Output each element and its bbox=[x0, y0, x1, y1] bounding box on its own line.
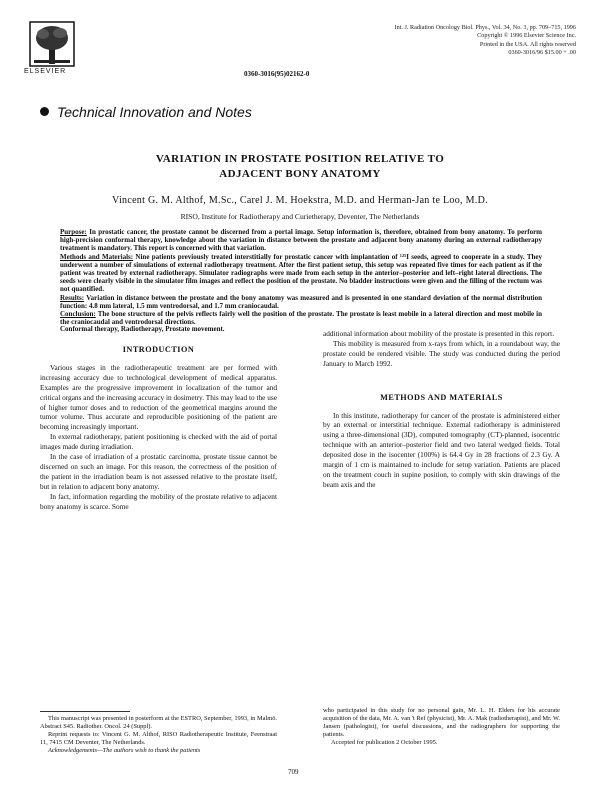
footnotes-left bbox=[40, 715, 277, 755]
section-label-text: Technical Innovation and Notes bbox=[57, 104, 252, 120]
footnote: Acknowledgements—The authors wish to thank the patients bbox=[48, 747, 201, 754]
results-label: Results: bbox=[60, 293, 85, 302]
purpose-text: In prostatic cancer, the prostate cannot be discerned from a portal image. Setup information is, therefore, obtained from bony anatomy. To perform high-precision conformal therapy, knowledge about the variation in distance between the prostate and adjacent bony anatomy during an external radiotherapy treatment is mandatory. This report is concerned with that variation. bbox=[60, 228, 543, 253]
journal-line: Printed in the USA. All rights reserved bbox=[479, 40, 576, 48]
methods-text: Nine patients previously treated interstitially for prostatic cancer with implantation of ¹²⁵I seeds, agreed to cooperate in a study. They underwent a number of simulations of external radiotherapy treatment. After the first patient setup, this setup was repeated five times for each patient as if the patient was treated by external radiotherapy. Simulator radiographs were made from each setup in the anterior–posterior and left–right lateral directions. The seeds were clearly visible in the simulator film images and reflect the position of the prostate. No bladder instructions were given and the filling of the rectum was not quantified. bbox=[60, 252, 542, 294]
paragraph: additional information about mobility of the prostate is presented in this report. bbox=[323, 329, 555, 338]
introduction-heading: INTRODUCTION bbox=[122, 345, 195, 354]
elsevier-logo bbox=[28, 20, 76, 68]
abstract bbox=[60, 228, 542, 326]
results-text: Variation in distance between the prostate and the bony anatomy was measured and is presented in one standard deviation of the normal distribution function: 4.8 mm lateral, 1.5 mm ventrodorsal, and 1.7 mm craniocaudal. bbox=[60, 293, 543, 310]
keywords: Conformal therapy, Radiotherapy, Prostate movement. bbox=[60, 325, 225, 333]
bullet-icon bbox=[40, 107, 49, 116]
article-code: 0360-3016(95)02162-0 bbox=[244, 70, 310, 78]
footnote: This manuscript was presented in posterform at the ESTRO, September, 1993, in Malmö. Abstract S45. Radiother. Oncol. 24 (Suppl). bbox=[40, 715, 277, 730]
authors: Vincent G. M. Althof, M.Sc., Carel J. M. Hoekstra, M.D. and Herman-Jan te Loo, M.D. bbox=[112, 195, 488, 206]
publisher-name: ELSEVIER bbox=[24, 68, 67, 75]
abstract-purpose bbox=[60, 228, 542, 253]
abstract-conclusion bbox=[60, 310, 542, 326]
page-number: 709 bbox=[288, 768, 299, 776]
conclusion-label: Conclusion: bbox=[60, 310, 96, 319]
journal-citation bbox=[336, 24, 576, 58]
journal-line: 0360-3016/96 $15.00 + .00 bbox=[508, 49, 576, 57]
paragraph: In this institute, radiotherapy for cancer of the prostate is administered either by an external or interstitial technique. External radiotherapy is administered using a three-dimensional (3D), computed tomography (CT)-planned, isocentric technique with an anterior–posterior field and two lateral wedged fields. Total deposited dose in the isocenter (100%) is 64.4 Gy in 28 fractions of 2.3 Gy. A margin of 1 cm is maintained to include for setup variation. Patients are placed on the treatment couch in supine position, to comply with skin drawings of the beam axis and the bbox=[323, 410, 560, 489]
journal-line: Copyright © 1996 Elsevier Science Inc. bbox=[477, 32, 576, 40]
affiliation: RISO, Institute for Radiotherapy and Curietherapy, Deventer, The Netherlands bbox=[180, 212, 420, 221]
paragraph: In fact, information regarding the mobility of the prostate relative to adjacent bony anatomy is scarce. Some bbox=[40, 491, 277, 511]
paragraph: This mobility is measured from x-rays from which, in a roundabout way, the prostate could be rendered visible. The study was conducted during the period January to March 1992. bbox=[323, 338, 560, 368]
abstract-results bbox=[60, 294, 542, 310]
conclusion-text: The bone structure of the pelvis reflects fairly well the position of the prostate. The prostate is least mobile in a lateral direction and most mobile in the craniocaudal and ventrodorsal directions. bbox=[60, 310, 543, 327]
left-column bbox=[40, 345, 277, 512]
methods-heading: METHODS AND MATERIALS bbox=[380, 392, 503, 402]
journal-line: Int. J. Radiation Oncology Biol. Phys., Vol. 34, No. 3, pp. 709–715, 1996 bbox=[394, 24, 576, 31]
article-title bbox=[40, 152, 560, 182]
title-line: ADJACENT BONY ANATOMY bbox=[219, 168, 381, 180]
purpose-label: Purpose: bbox=[60, 228, 87, 236]
footnote: Accepted for publication 2 October 1995. bbox=[331, 739, 438, 746]
right-column bbox=[323, 329, 560, 490]
paragraph: In the case of irradiation of a prostatic carcinoma, prostate tissue cannot be discerned on such an image. For this reason, the correctness of the position of the patient in the irradiation beam is not assessed relative to the prostate itself, but in relation to adjacent bony anatomy. bbox=[40, 452, 277, 491]
footnote-rule bbox=[40, 711, 130, 712]
paragraph: In external radiotherapy, patient positioning is checked with the aid of portal images made during irradiation. bbox=[40, 432, 277, 452]
footnote: who participated in this study for no personal gain, Mr. L. H. Elders for his accurate acquisition of the data, Mr. A. van 't Ref (physicist), Mr. A. Mak (radiotherapist), and Mr. W. Jansen (pathologist), for useful discussions, and the radiographers for supporting the patients. bbox=[323, 707, 560, 738]
title-line: VARIATION IN PROSTATE POSITION RELATIVE TO bbox=[155, 153, 445, 165]
footnotes-right bbox=[323, 707, 560, 747]
methods-label: Methods and Materials: bbox=[60, 252, 134, 261]
section-label bbox=[40, 104, 252, 120]
paragraph: Various stages in the radiotherapeutic treatment are per formed with increasing accuracy due to technological development of medical apparatus. Examples are the progressive improvement in localization of the tumor and critical organs and the increasing accuracy in dosimetry. This may lead to the use of higher tumor doses and to reduction of the geometrical margins around the tumor volume. Thus accurate and reproducible positioning of the patient are becoming increasingly important. bbox=[40, 362, 277, 432]
footnote: Reprint requests to: Vincent G. M. Althof, RISO Radiotherapeutic Institute, Feenstraat 11, 7415 CM Deventer, The Netherlands. bbox=[40, 731, 277, 746]
abstract-methods bbox=[60, 253, 542, 294]
